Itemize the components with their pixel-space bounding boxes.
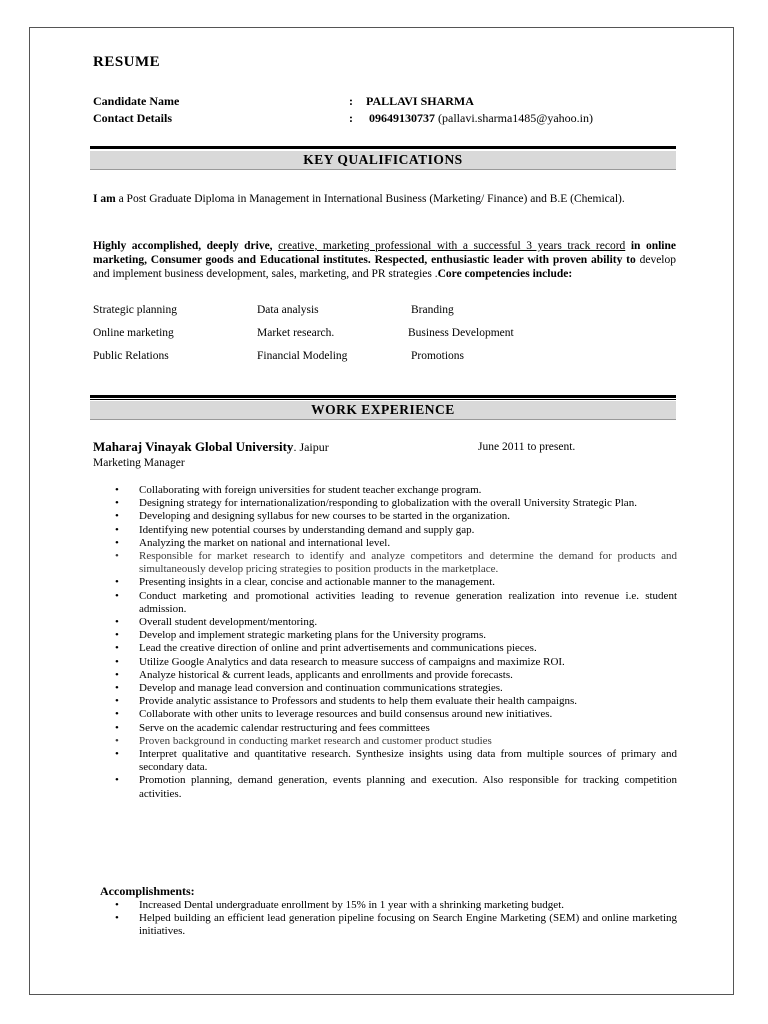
list-item-text: Responsible for market research to identify and analyze competitors and determine the demand for products and simultaneously develop pricing strategies to position products in the marketplace.: [139, 550, 677, 576]
competency: Online marketing: [93, 327, 174, 339]
employer-line: [93, 439, 329, 455]
list-item: [93, 629, 677, 642]
key-qualifications-section-bar: [90, 146, 676, 170]
employer-name: Maharaj Vinayak Global University: [93, 439, 294, 454]
section-rule-thin: [90, 399, 676, 400]
candidate-name-colon: :: [349, 94, 353, 108]
contact-phone: 09649130737: [369, 111, 435, 125]
competency: Strategic planning: [93, 304, 177, 316]
bullet-icon: •: [115, 748, 119, 761]
accomplishments-list: [93, 899, 677, 939]
list-item-text: Designing strategy for internationalization/responding to globalization with the overall University Strategic Plan.: [139, 497, 637, 510]
list-item: [93, 642, 677, 655]
employment-dates: June 2011 to present.: [478, 441, 576, 453]
competency: Financial Modeling: [257, 350, 348, 362]
competency: Market research.: [257, 327, 335, 339]
bullet-icon: •: [115, 616, 119, 629]
list-item-text: Overall student development/mentoring.: [139, 616, 318, 629]
list-item-text: Provide analytic assistance to Professors and students to help them evaluate their health campaigns.: [139, 695, 578, 708]
list-item-text: Collaborate with other units to leverage resources and build consensus around new initiatives.: [139, 708, 553, 721]
bullet-icon: •: [115, 536, 119, 549]
bullet-icon: •: [115, 576, 119, 589]
list-item: [93, 682, 677, 695]
summary-bold-1: Highly accomplished, deeply drive,: [93, 240, 273, 252]
work-experience-section-bar: [90, 395, 676, 420]
list-item: [93, 537, 677, 550]
bullet-icon: •: [115, 655, 119, 668]
list-item-text: Analyze historical & current leads, applicants and enrollments and provide forecasts.: [139, 668, 513, 681]
section-rule: [90, 146, 676, 149]
summary-bold-3: Core competencies include:: [437, 268, 573, 280]
competency: Business Development: [408, 327, 514, 339]
competency: Branding: [411, 304, 454, 316]
accomplishments-heading: Accomplishments:: [100, 884, 195, 898]
list-item: [93, 669, 677, 682]
work-experience-heading: WORK EXPERIENCE: [90, 401, 676, 420]
summary-paragraph: [93, 239, 676, 281]
list-item: [93, 735, 677, 748]
list-item-text: Increased Dental undergraduate enrollment by 15% in 1 year with a shrinking marketing budget.: [139, 899, 564, 911]
bullet-icon: •: [115, 523, 119, 536]
list-item-text: Lead the creative direction of online and print advertisements and communications pieces.: [139, 642, 537, 655]
list-item-text: Develop and implement strategic marketing plans for the University programs.: [139, 629, 487, 642]
competency: Promotions: [411, 350, 465, 362]
list-item: [93, 695, 677, 708]
list-item-text: Interpret qualitative and quantitative research. Synthesize insights using data from multiple sources of primary and secondary data.: [139, 748, 677, 774]
employer-location: . Jaipur: [293, 440, 329, 454]
bullet-icon: •: [115, 668, 119, 681]
key-qualifications-heading: KEY QUALIFICATIONS: [90, 151, 676, 170]
bullet-icon: •: [115, 484, 119, 496]
summary-plain: develop and implement business development, sales, marketing, and PR strategies .: [93, 254, 676, 280]
bullet-icon: •: [115, 642, 119, 655]
list-item-text: Presenting insights in a clear, concise and actionable manner to the management.: [139, 576, 496, 589]
list-item: [93, 576, 677, 589]
list-item: [93, 899, 677, 912]
list-item: [93, 912, 677, 938]
list-item: [93, 708, 677, 721]
competency: Data analysis: [257, 304, 319, 316]
list-item-text: Promotion planning, demand generation, events planning and execution. Also responsible for tracking competition activities.: [139, 774, 677, 800]
contact-details-label: Contact Details: [93, 111, 172, 125]
bullet-icon: •: [115, 510, 119, 523]
list-item-text: Collaborating with foreign universities for student teacher exchange program.: [139, 484, 482, 496]
list-item-text: Conduct marketing and promotional activities leading to revenue generation realization into revenue i.e. student admission.: [139, 589, 677, 615]
summary-bold-2: in online marketing, Consumer goods and Educational institutes. Respected, enthusiastic leader with proven ability to: [93, 240, 676, 266]
bullet-icon: •: [115, 695, 119, 708]
bullet-icon: •: [115, 721, 119, 734]
intro-paragraph: [93, 192, 676, 206]
list-item-text: Analyzing the market on national and international level.: [139, 536, 391, 549]
candidate-name-label: Candidate Name: [93, 94, 180, 108]
intro-bold: I am: [93, 193, 116, 205]
list-item: [93, 722, 677, 735]
job-role: Marketing Manager: [93, 457, 185, 469]
bullet-icon: •: [115, 899, 119, 911]
list-item-text: Serve on the academic calendar restructuring and fees committees: [139, 721, 430, 734]
list-item: [93, 484, 677, 497]
list-item: [93, 510, 677, 523]
list-item: [93, 656, 677, 669]
bullet-icon: •: [115, 629, 119, 642]
list-item: [93, 497, 677, 510]
contact-details-value: [369, 111, 593, 126]
list-item-text: Helped building an efficient lead generation pipeline focusing on Search Engine Marketing (SEM) and online marketing initiatives.: [139, 912, 677, 938]
list-item-text: Identifying new potential courses by understanding demand and supply gap.: [139, 523, 475, 536]
list-item-text: Develop and manage lead conversion and continuation communications strategies.: [139, 682, 503, 695]
bullet-icon: •: [115, 589, 119, 602]
competency: Public Relations: [93, 350, 169, 362]
bullet-icon: •: [115, 497, 119, 510]
list-item: [93, 524, 677, 537]
list-item: [93, 590, 677, 616]
bullet-icon: •: [115, 682, 119, 695]
list-item: [93, 748, 677, 774]
responsibilities-list: [93, 484, 677, 801]
summary-underlined: creative, marketing professional with a successful 3 years track record: [278, 240, 626, 252]
bullet-icon: •: [115, 550, 119, 563]
contact-email: (pallavi.sharma1485@yahoo.in): [438, 111, 594, 125]
resume-title: RESUME: [93, 54, 161, 70]
intro-text: a Post Graduate Diploma in Management in International Business (Marketing/ Finance) and B.E (Chemical).: [118, 193, 625, 205]
bullet-icon: •: [115, 912, 119, 925]
section-rule: [90, 395, 676, 398]
bullet-icon: •: [115, 734, 119, 747]
contact-details-colon: :: [349, 111, 353, 125]
list-item: [93, 774, 677, 800]
bullet-icon: •: [115, 708, 119, 721]
candidate-name-value: PALLAVI SHARMA: [366, 94, 474, 108]
list-item: [93, 616, 677, 629]
list-item: [93, 550, 677, 576]
bullet-icon: •: [115, 774, 119, 787]
list-item-text: Proven background in conducting market research and customer product studies: [139, 734, 492, 747]
list-item-text: Developing and designing syllabus for new courses to be started in the organization.: [139, 510, 510, 523]
list-item-text: Utilize Google Analytics and data research to measure success of campaigns and maximize ROI.: [139, 655, 565, 668]
